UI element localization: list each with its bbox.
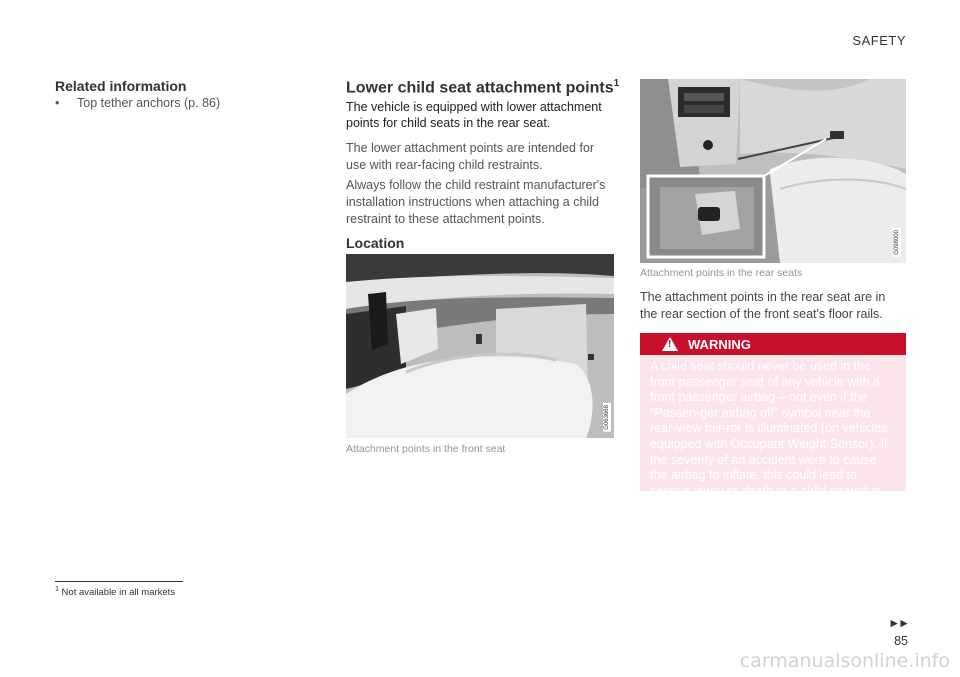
warning-header bbox=[640, 333, 906, 355]
body-paragraph: Always follow the child restraint manufacturer's installation instructions when attaching a child restraint to these attachment points. bbox=[346, 178, 606, 226]
front-seat-image bbox=[346, 254, 614, 438]
related-link[interactable]: Top tether anchors (p. 86) bbox=[77, 96, 221, 110]
footnote-marker: 1 bbox=[55, 586, 59, 593]
related-info-heading: Related information bbox=[55, 78, 187, 94]
location-heading: Location bbox=[346, 235, 405, 251]
warning-body: A child seat should never be used in the front passenger seat of any vehicle with a front passenger airbag – not even if the "Passen-ger airbag off" symbol near the rear-view mir-ror is illuminated (on vehicles equipped with Occupant Weight Sensor). If the severity of an accident were to cause the airbag to inflate, this could lead to serious injury or death to a child seated in this position. bbox=[650, 359, 888, 514]
footnote-ref[interactable]: 1 bbox=[613, 78, 620, 89]
page-number: 85 bbox=[894, 634, 908, 648]
figure-caption: Attachment points in the rear seats bbox=[640, 267, 803, 279]
lead-paragraph: The vehicle is equipped with lower attachment points for child seats in the rear seat. bbox=[346, 100, 602, 130]
body-paragraph: The attachment points in the rear seat are in the rear section of the front seat's floor rails. bbox=[640, 290, 886, 321]
bullet: • bbox=[55, 96, 60, 110]
warning-icon bbox=[662, 337, 678, 351]
warning-text bbox=[640, 355, 906, 515]
footnote-text: Not available in all markets bbox=[61, 587, 176, 599]
next-page-arrows-icon[interactable]: ►► bbox=[888, 616, 908, 630]
title-text: Lower child seat attachment points bbox=[346, 79, 614, 97]
list-item[interactable] bbox=[55, 96, 220, 110]
figure-code: G063668 bbox=[604, 405, 610, 430]
watermark: carmanualsonline.info bbox=[739, 650, 950, 672]
page-title bbox=[346, 78, 619, 97]
footnote bbox=[55, 586, 175, 598]
footnote-divider bbox=[55, 581, 183, 582]
rear-seat-image bbox=[640, 79, 906, 263]
body-paragraph: The lower attachment points are intended for use with rear-facing child restraints. bbox=[346, 141, 595, 172]
warning-box bbox=[640, 333, 906, 514]
related-list bbox=[55, 96, 220, 110]
figure-code: G098000 bbox=[894, 230, 900, 255]
section-title: SAFETY bbox=[852, 33, 906, 48]
figure-caption: Attachment points in the front seat bbox=[346, 443, 506, 455]
warning-title: WARNING bbox=[688, 336, 751, 352]
